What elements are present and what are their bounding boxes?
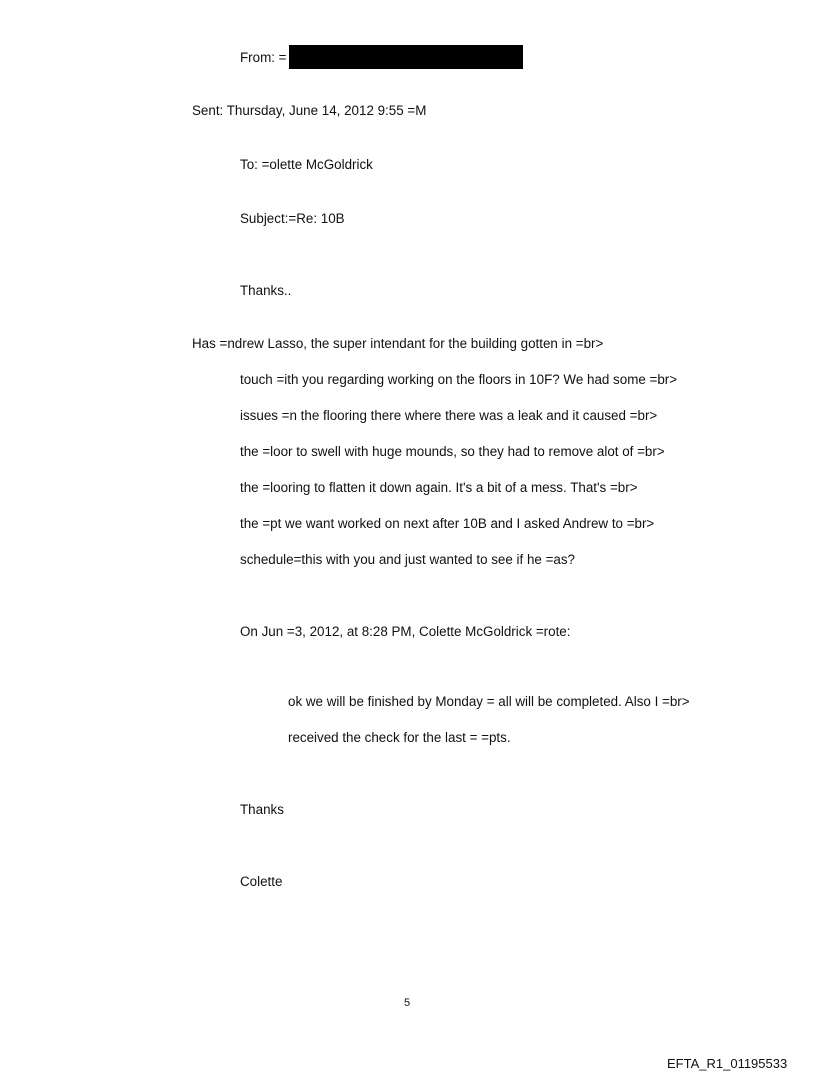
page-number: 5 xyxy=(404,997,411,1009)
from-line xyxy=(240,50,287,66)
quoted-signature: Colette xyxy=(240,874,283,889)
quoted-thanks: Thanks xyxy=(240,802,284,817)
quote-attribution: On Jun =3, 2012, at 8:28 PM, Colette McGoldrick =rote: xyxy=(240,624,571,639)
quoted-line: ok we will be finished by Monday = all will be completed. Also I =br> xyxy=(288,694,690,709)
body-line: Has =ndrew Lasso, the super intendant for the building gotten in =br> xyxy=(192,336,604,351)
body-line: issues =n the flooring there where there was a leak and it caused =br> xyxy=(240,408,658,423)
body-line: the =looring to flatten it down again. It's a bit of a mess. That's =br> xyxy=(240,480,638,495)
redaction-bar xyxy=(289,45,523,69)
quoted-line: received the check for the last = =pts. xyxy=(288,730,511,745)
greeting: Thanks.. xyxy=(240,283,292,298)
document-id: EFTA_R1_01195533 xyxy=(667,1056,788,1071)
subject-line: Subject:=Re: 10B xyxy=(240,211,345,226)
sent-line: Sent: Thursday, June 14, 2012 9:55 =M xyxy=(192,103,427,118)
body-line: the =pt we want worked on next after 10B and I asked Andrew to =br> xyxy=(240,516,655,531)
body-line: touch =ith you regarding working on the floors in 10F? We had some =br> xyxy=(240,372,678,387)
to-line: To: =olette McGoldrick xyxy=(240,157,373,172)
body-line: the =loor to swell with huge mounds, so they had to remove alot of =br> xyxy=(240,444,665,459)
from-label: From: = xyxy=(240,50,287,65)
body-line: schedule=this with you and just wanted to see if he =as? xyxy=(240,552,575,567)
